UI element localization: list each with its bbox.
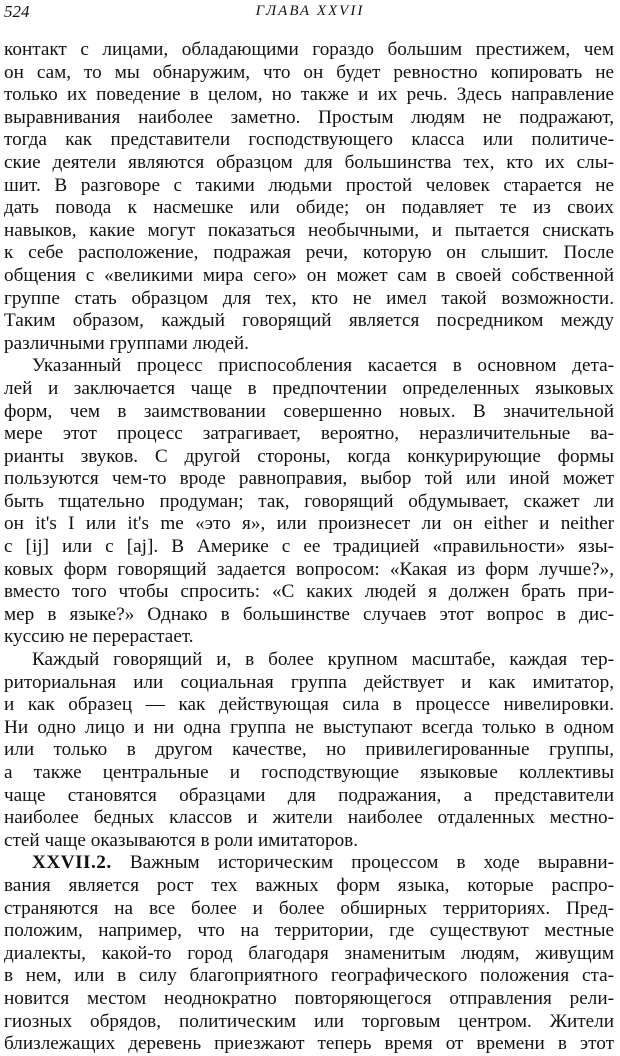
line-text: диалекты, какой-то город благодаря знаменитым людям, живущим — [4, 942, 614, 964]
line-text: только их поведение в целом, но также и их речь. Здесь направление — [4, 84, 614, 106]
text-line — [4, 649, 614, 672]
line-text: ские деятели являются образцом для большинства тех, кто их слы- — [4, 151, 614, 173]
line-text: мер в языке?» Однако в большинстве случаев этот вопрос в дис- — [4, 603, 614, 625]
line-text: или только в другом качестве, но привилегированные группы, — [4, 739, 614, 761]
text-line — [4, 152, 614, 175]
line-text: наиболее бедных классов и жители наиболее отдаленных местно- — [4, 807, 614, 829]
line-text: ковых форм говорящий задается вопросом: «Какая из форм лучше?», — [4, 558, 614, 580]
text-line — [4, 175, 614, 198]
line-text: вания является рост тех важных форм языка, которые распро- — [4, 874, 614, 896]
line-text: и как образец — как действующая сила в процессе нивелировки. — [4, 694, 614, 716]
text-line — [4, 672, 614, 695]
line-text: выравнивания наиболее заметно. Простым людям не подражают, — [4, 106, 614, 128]
text-line — [4, 898, 614, 921]
text-line — [4, 378, 614, 401]
line-text: чаще становятся образцами для подражания, а представители — [4, 784, 614, 806]
text-line — [4, 852, 614, 875]
text-line — [4, 739, 614, 762]
text-line — [4, 310, 614, 333]
line-text: страняются на все более и более обширных территориях. Пред- — [4, 897, 614, 919]
text-line — [4, 39, 614, 62]
line-text: вместо того чтобы спросить: «С каких людей я должен брать при- — [4, 581, 614, 603]
text-line — [4, 513, 614, 536]
text-line — [4, 694, 614, 717]
text-line — [4, 604, 614, 627]
text-line — [4, 220, 614, 243]
text-line — [4, 265, 614, 288]
line-text: стей чаще оказываются в роли имитаторов. — [4, 829, 359, 851]
text-line — [4, 965, 614, 988]
text-line — [4, 581, 614, 604]
text-line — [4, 423, 614, 446]
line-text: Важным историческим процессом в ходе выравни- — [129, 852, 614, 874]
line-text: Таким образом, каждый говорящий является посредником между — [4, 310, 614, 332]
text-line — [4, 988, 614, 1011]
line-text: навыков, какие могут показаться необычными, и пытается снискать — [4, 219, 614, 241]
line-text: тогда как представители господствующего класса или политиче- — [4, 129, 614, 151]
section-number: XXVII.2. — [32, 852, 112, 874]
text-line — [4, 242, 614, 265]
line-text: пользуются чем-то вроде равноправия, выбор той или иной может — [4, 468, 614, 490]
text-line — [4, 84, 614, 107]
text-line — [4, 129, 614, 152]
text-line — [4, 62, 614, 85]
text-line — [4, 920, 614, 943]
text-line — [4, 355, 614, 378]
text-line — [4, 762, 614, 785]
line-text: общения с «великими мира сего» он может сам в своей собственной — [4, 264, 614, 286]
line-text: Ни одно лицо и ни одна группа не выступают всегда только в одном — [4, 716, 614, 738]
text-line — [4, 1033, 614, 1056]
page-header — [4, 2, 616, 24]
text-line — [4, 626, 614, 649]
line-text: близлежащих деревень приезжают теперь время от времени в этот — [4, 1033, 614, 1055]
text-line — [4, 446, 614, 469]
text-line — [4, 288, 614, 311]
text-line — [4, 107, 614, 130]
text-line — [4, 807, 614, 830]
line-text: мере этот процесс затрагивает, вероятно, неразличительные ва- — [4, 423, 614, 445]
line-text: с [ij] или с [aj]. В Америке с ее традицией «правильности» язы- — [4, 536, 614, 558]
line-text: он сам, то мы обнаружим, что он будет ревностно копировать не — [4, 61, 614, 83]
text-line — [4, 197, 614, 220]
line-text: группе стать образцом для тех, кто не имел такой возможности. — [4, 287, 614, 309]
page-number: 524 — [4, 2, 30, 21]
line-text: куссию не перерастает. — [4, 626, 194, 648]
line-text: положим, например, что на территории, где существуют местные — [4, 920, 614, 942]
text-line — [4, 536, 614, 559]
text-line — [4, 491, 614, 514]
line-text: к себе расположение, подражая речи, которую он слышит. После — [4, 242, 614, 264]
text-line — [4, 830, 614, 853]
line-text: дать повода к насмешке или обиде; он подавляет те из своих — [4, 197, 614, 219]
line-text: новится местом неоднократно повторяющегося отправления рели- — [4, 987, 614, 1009]
line-text: Каждый говорящий и, в более крупном масштабе, каждая тер- — [32, 649, 614, 671]
text-line — [4, 401, 614, 424]
text-line — [4, 875, 614, 898]
line-text: риториальная или социальная группа действует и как имитатор, — [4, 671, 614, 693]
line-text: быть тщательно продуман; так, говорящий обдумывает, скажет ли — [4, 490, 614, 512]
text-line — [4, 943, 614, 966]
text-line — [4, 1011, 614, 1034]
text-line — [4, 333, 614, 356]
text-line — [4, 785, 614, 808]
line-text: Указанный процесс приспособления касается в основном дета- — [32, 355, 614, 377]
text-line — [4, 559, 614, 582]
line-text: рианты звуков. С другой стороны, когда конкурирующие формы — [4, 445, 614, 467]
body-text — [4, 39, 614, 1056]
line-text: форм, чем в заимствовании совершенно новых. В значительной — [4, 400, 614, 422]
line-text: шит. В разговоре с такими людьми простой человек старается не — [4, 174, 614, 196]
text-line — [4, 468, 614, 491]
line-text: в нем, или в силу благоприятного географического положения ста- — [4, 965, 614, 987]
line-text: гиозных обрядов, политическим или торговым центром. Жители — [4, 1010, 614, 1032]
text-line — [4, 717, 614, 740]
line-text: он it's I или it's me «это я», или произнесет ли он either и neither — [4, 513, 614, 535]
line-text: лей и заключается чаще в предпочтении определенных языковых — [4, 377, 614, 399]
line-text: различными группами людей. — [4, 332, 249, 354]
running-head: ГЛАВА XXVII — [255, 3, 365, 19]
line-text: а также центральные и господствующие языковые коллективы — [4, 762, 614, 783]
line-text: контакт с лицами, обладающими гораздо большим престижем, чем — [4, 39, 614, 60]
